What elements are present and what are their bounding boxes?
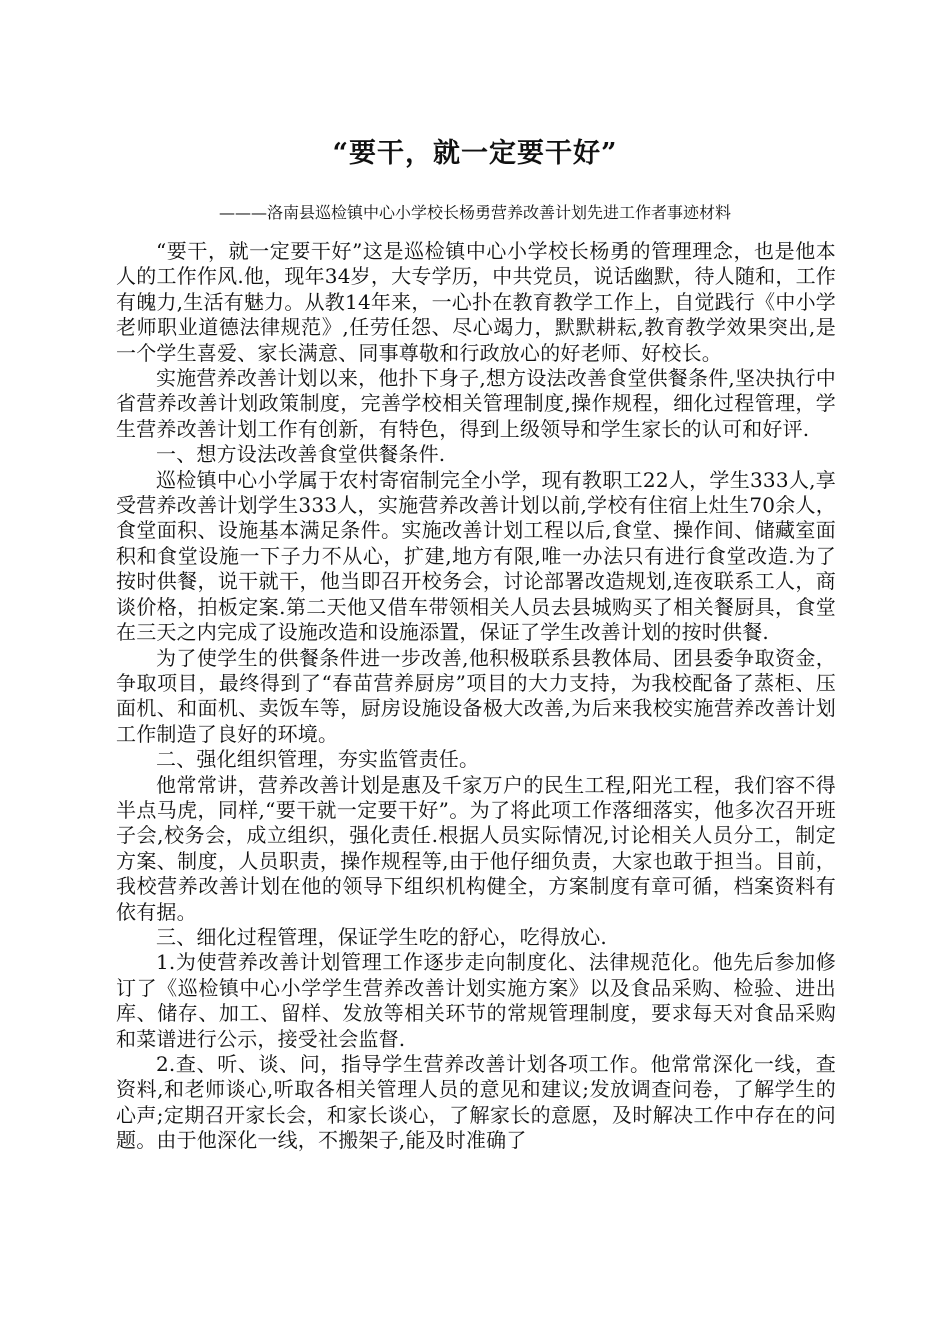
paragraph-intro: “要干，就一定要干好”这是巡检镇中心小学校长杨勇的管理理念，也是他本人的工作作风.他，现年34岁，大专学历，中共党员，说话幽默，待人随和，工作有魄力,生活有魅力。从教14年来，一心扑在教育教学工作上，自觉践行《中小学老师职业道德法律规范》,任劳任怨、尽心竭力，默默耕耘,教育教学效果突出,是一个学生喜爱、家长满意、同事尊敬和行政放心的好老师、好校长。 bbox=[116, 239, 836, 365]
paragraph-organization: 他常常讲，营养改善计划是惠及千家万户的民生工程,阳光工程，我们容不得半点马虎，同样,“要干就一定要干好”。为了将此项工作落细落实，他多次召开班子会,校务会，成立组织，强化责任.根据人员实际情况,讨论相关人员分工，制定方案、制度，人员职责，操作规程等,由于他仔细负责，大家也敢于担当。目前，我校营养改善计划在他的领导下组织机构健全，方案制度有章可循，档案资料有依有据。 bbox=[116, 772, 836, 924]
section-heading-2: 二、强化组织管理，夯实监管责任。 bbox=[156, 747, 480, 772]
paragraph-item-1: 1.为使营养改善计划管理工作逐步走向制度化、法律规范化。他先后参加修订了《巡检镇中心小学学生营养改善计划实施方案》以及食品采购、检验、进出库、储存、加工、留样、发放等相关环节的常规管理制度，要求每天对食品采购和菜谱进行公示，接受社会监督. bbox=[116, 950, 836, 1051]
paragraph-item-2: 2.查、听、谈、问，指导学生营养改善计划各项工作。他常常深化一线，查资料,和老师谈心,听取各相关管理人员的意见和建议;发放调查问卷，了解学生的心声;定期召开家长会，和家长谈心，了解家长的意愿，及时解决工作中存在的问题。由于他深化一线，不搬架子,能及时准确了 bbox=[116, 1052, 836, 1153]
section-heading-3: 三、细化过程管理，保证学生吃的舒心，吃得放心. bbox=[156, 924, 607, 949]
paragraph-overview: 实施营养改善计划以来，他扑下身子,想方设法改善食堂供餐条件,坚决执行中省营养改善计划政策制度，完善学校相关管理制度,操作规程，细化过程管理，学生营养改善计划工作有创新，有特色，得到上级领导和学生家长的认可和好评. bbox=[116, 366, 836, 441]
paragraph-canteen-renovation: 巡检镇中心小学属于农村寄宿制完全小学，现有教职工22人，学生333人,享受营养改善计划学生333人，实施营养改善计划以前,学校有住宿上灶生70余人，食堂面积、设施基本满足条件。实施改善计划工程以后,食堂、操作间、储藏室面积和食堂设施一下子力不从心，扩建,地方有限,唯一办法只有进行食堂改造.为了按时供餐，说干就干，他当即召开校务会，讨论部署改造规划,连夜联系工人，商谈价格，拍板定案.第二天他又借车带领相关人员去县城购买了相关餐厨具，食堂在三天之内完成了设施改造和设施添置，保证了学生改善计划的按时供餐. bbox=[116, 467, 836, 645]
document-subtitle: ———洛南县巡检镇中心小学校长杨勇营养改善计划先进工作者事迹材料 bbox=[218, 203, 731, 222]
paragraph-funding: 为了使学生的供餐条件进一步改善,他积极联系县教体局、团县委争取资金，争取项目，最终得到了“春苗营养厨房”项目的大力支持，为我校配备了蒸柜、压面机、和面机、卖饭车等，厨房设施设备极大改善,为后来我校实施营养改善计划工作制造了良好的环境。 bbox=[116, 645, 836, 746]
document-body bbox=[116, 239, 836, 1154]
section-heading-1: 一、想方设法改善食堂供餐条件. bbox=[156, 442, 446, 467]
document-title: “要干，就一定要干好” bbox=[332, 138, 618, 169]
